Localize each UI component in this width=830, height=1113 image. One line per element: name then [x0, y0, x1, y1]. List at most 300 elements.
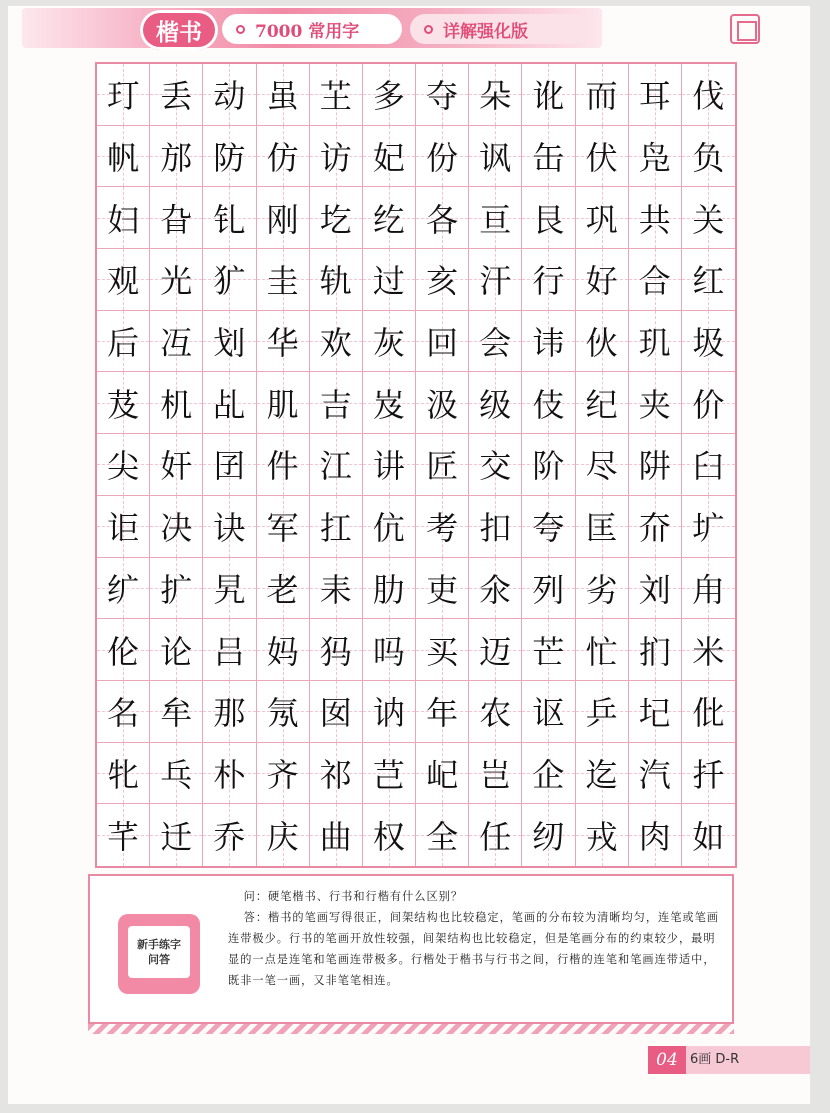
- qa-tag: [118, 914, 200, 994]
- grid-cell: [576, 804, 629, 866]
- grid-cell: [682, 558, 735, 620]
- grid-character: 过: [372, 262, 405, 301]
- grid-character: 劣: [585, 570, 618, 609]
- grid-cell: [416, 311, 469, 373]
- grid-character: 轨: [319, 262, 352, 301]
- grid-cell: [257, 187, 310, 249]
- grid-character: 扛: [319, 509, 352, 548]
- grid-character: 欢: [319, 324, 352, 363]
- grid-character: 伉: [372, 509, 405, 548]
- grid-cell: [416, 187, 469, 249]
- grid-character: 臼: [692, 447, 725, 486]
- grid-cell: [97, 743, 150, 805]
- grid-cell: [682, 804, 735, 866]
- grid-character: 曲: [319, 818, 352, 857]
- grid-character: 奸: [160, 447, 193, 486]
- grid-character: 亘: [479, 200, 512, 239]
- grid-character: 吉: [319, 385, 352, 424]
- grid-character: 芨: [107, 385, 140, 424]
- grid-character: 帆: [107, 139, 140, 178]
- grid-cell: [416, 434, 469, 496]
- grid-character: 老: [266, 570, 299, 609]
- grid-cell: [257, 64, 310, 126]
- qa-box-wave-border: [88, 1024, 734, 1034]
- grid-character: 牟: [160, 694, 193, 733]
- grid-cell: [469, 126, 522, 188]
- grid-character: 交: [479, 447, 512, 486]
- grid-character: 吏: [426, 570, 459, 609]
- grid-character: 讽: [479, 139, 512, 178]
- grid-character: 讷: [372, 694, 405, 733]
- grid-character: 会: [479, 324, 512, 363]
- grid-cell: [150, 619, 203, 681]
- grid-character: 凫: [638, 139, 671, 178]
- grid-cell: [310, 434, 363, 496]
- grid-character: 级: [479, 385, 512, 424]
- grid-character: 诀: [213, 509, 246, 548]
- grid-cell: [576, 372, 629, 434]
- grid-character: 合: [638, 262, 671, 301]
- grid-cell: [203, 619, 256, 681]
- grid-character: 伙: [585, 324, 618, 363]
- grid-character: 牝: [107, 755, 140, 794]
- grid-character: 夺: [426, 77, 459, 116]
- grid-cell: [469, 496, 522, 558]
- grid-cell: [522, 249, 575, 311]
- grid-character: 圭: [266, 262, 299, 301]
- grid-cell: [203, 804, 256, 866]
- grid-character: 论: [160, 632, 193, 671]
- qa-text: [228, 886, 726, 991]
- grid-cell: [522, 558, 575, 620]
- grid-cell: [203, 249, 256, 311]
- grid-cell: [629, 249, 682, 311]
- grid-character: 价: [692, 385, 725, 424]
- grid-character: 氽: [479, 570, 512, 609]
- grid-character: 戎: [585, 818, 618, 857]
- grid-character: 圹: [692, 509, 725, 548]
- grid-cell: [629, 434, 682, 496]
- grid-cell: [629, 64, 682, 126]
- publisher-logo-icon: [730, 14, 760, 44]
- grid-cell: [310, 558, 363, 620]
- grid-character: 尽: [585, 447, 618, 486]
- grid-cell: [203, 681, 256, 743]
- grid-cell: [576, 681, 629, 743]
- grid-cell: [203, 311, 256, 373]
- grid-cell: [576, 187, 629, 249]
- grid-character: 机: [160, 385, 193, 424]
- grid-cell: [682, 743, 735, 805]
- grid-character: 划: [213, 324, 246, 363]
- grid-cell: [203, 126, 256, 188]
- grid-cell: [416, 743, 469, 805]
- grid-character: 任: [479, 818, 512, 857]
- grid-cell: [257, 434, 310, 496]
- grid-character: 巩: [585, 200, 618, 239]
- grid-cell: [97, 619, 150, 681]
- grid-character: 华: [266, 324, 299, 363]
- grid-cell: [682, 434, 735, 496]
- grid-cell: [97, 249, 150, 311]
- subtitle-pill: [222, 14, 402, 44]
- grid-character: 列: [532, 570, 565, 609]
- grid-cell: [310, 126, 363, 188]
- grid-cell: [629, 187, 682, 249]
- grid-cell: [97, 126, 150, 188]
- grid-cell: [150, 804, 203, 866]
- grid-cell: [97, 187, 150, 249]
- grid-cell: [469, 64, 522, 126]
- grid-character: 耒: [319, 570, 352, 609]
- grid-character: 年: [426, 694, 459, 733]
- grid-cell: [522, 126, 575, 188]
- grid-cell: [363, 187, 416, 249]
- qa-tag-label: [128, 926, 190, 978]
- grid-character: 江: [319, 447, 352, 486]
- grid-cell: [257, 558, 310, 620]
- grid-cell: [150, 64, 203, 126]
- grid-cell: [682, 187, 735, 249]
- grid-character: 缶: [532, 139, 565, 178]
- grid-cell: [257, 311, 310, 373]
- grid-cell: [576, 743, 629, 805]
- grid-cell: [150, 126, 203, 188]
- grid-character: 行: [532, 262, 565, 301]
- grid-character: 玎: [107, 77, 140, 116]
- grid-cell: [522, 187, 575, 249]
- grid-cell: [629, 681, 682, 743]
- grid-character: 肋: [372, 570, 405, 609]
- grid-character: 伎: [532, 385, 565, 424]
- grid-cell: [150, 434, 203, 496]
- grid-character: 夸: [532, 509, 565, 548]
- grid-cell: [522, 619, 575, 681]
- grid-character: 囝: [213, 447, 246, 486]
- grid-cell: [150, 187, 203, 249]
- grid-character: 共: [638, 200, 671, 239]
- grid-character: 关: [692, 200, 725, 239]
- grid-character: 农: [479, 694, 512, 733]
- grid-cell: [97, 496, 150, 558]
- grid-character: 旯: [213, 570, 246, 609]
- grid-cell: [629, 496, 682, 558]
- grid-character: 决: [160, 509, 193, 548]
- grid-cell: [310, 681, 363, 743]
- grid-character: 件: [266, 447, 299, 486]
- grid-cell: [310, 64, 363, 126]
- grid-cell: [682, 372, 735, 434]
- grid-character: 米: [692, 632, 725, 671]
- grid-character: 回: [426, 324, 459, 363]
- grid-character: 讳: [532, 324, 565, 363]
- grid-cell: [682, 496, 735, 558]
- grid-cell: [576, 64, 629, 126]
- grid-cell: [97, 372, 150, 434]
- grid-cell: [469, 743, 522, 805]
- grid-character: 夹: [638, 385, 671, 424]
- grid-character: 那: [213, 694, 246, 733]
- grid-character: 仿: [266, 139, 299, 178]
- grid-character: 朴: [213, 755, 246, 794]
- grid-cell: [150, 558, 203, 620]
- grid-character: 囡: [319, 694, 352, 733]
- grid-cell: [576, 558, 629, 620]
- grid-character: 汗: [479, 262, 512, 301]
- grid-cell: [257, 619, 310, 681]
- page-info: 6画 D-R: [690, 1052, 740, 1067]
- grid-character: 红: [692, 262, 725, 301]
- grid-cell: [629, 126, 682, 188]
- qa-answer: 答：楷书的笔画写得很正，间架结构也比较稳定，笔画的分布较为清晰均匀，连笔或笔画连带极少。行书的笔画开放性较强，间架结构也比较稳定，但是笔画分布的约束较少，最明显的一点是连笔和笔画连带极多。行楷处于楷书与行书之间，行楷的连笔和笔画连带适中，既非一笔一画，又非笔笔相连。: [228, 911, 719, 987]
- grid-cell: [416, 804, 469, 866]
- grid-character: 扩: [160, 570, 193, 609]
- grid-cell: [682, 64, 735, 126]
- grid-character: 丢: [160, 77, 193, 116]
- grid-cell: [416, 496, 469, 558]
- grid-character: 肌: [266, 385, 299, 424]
- grid-character: 祁: [319, 755, 352, 794]
- grid-character: 朵: [479, 77, 512, 116]
- grid-cell: [203, 372, 256, 434]
- grid-character: 肉: [638, 818, 671, 857]
- grid-cell: [469, 434, 522, 496]
- grid-cell: [97, 311, 150, 373]
- grid-cell: [576, 434, 629, 496]
- grid-character: 芑: [372, 755, 405, 794]
- grid-cell: [363, 64, 416, 126]
- grid-cell: [416, 64, 469, 126]
- grid-character: 访: [319, 139, 352, 178]
- grid-character: 讲: [372, 447, 405, 486]
- grid-character: 亥: [426, 262, 459, 301]
- grid-character: 忙: [585, 632, 618, 671]
- grid-cell: [150, 249, 203, 311]
- grid-character: 齐: [266, 755, 299, 794]
- grid-cell: [469, 804, 522, 866]
- grid-cell: [522, 64, 575, 126]
- grid-cell: [629, 558, 682, 620]
- grid-character: 扪: [638, 632, 671, 671]
- grid-character: 仳: [692, 694, 725, 733]
- grid-cell: [363, 496, 416, 558]
- grid-cell: [522, 311, 575, 373]
- grid-character: 后: [107, 324, 140, 363]
- grid-character: 灰: [372, 324, 405, 363]
- dot-icon: [236, 25, 245, 34]
- subtitle-text: 7000 常用字: [255, 21, 360, 42]
- grid-character: 耳: [638, 77, 671, 116]
- grid-cell: [522, 434, 575, 496]
- grid-character: 扣: [479, 509, 512, 548]
- grid-character: 钆: [213, 200, 246, 239]
- grid-character: 圪: [319, 200, 352, 239]
- grid-cell: [257, 126, 310, 188]
- grid-character: 夼: [638, 509, 671, 548]
- grid-cell: [416, 558, 469, 620]
- grid-character: 迈: [479, 632, 512, 671]
- grid-character: 犷: [213, 262, 246, 301]
- grid-character: 刚: [266, 200, 299, 239]
- grid-cell: [682, 311, 735, 373]
- grid-cell: [150, 681, 203, 743]
- grid-cell: [363, 558, 416, 620]
- grid-cell: [629, 311, 682, 373]
- grid-cell: [416, 619, 469, 681]
- grid-cell: [97, 434, 150, 496]
- grid-character: 犸: [319, 632, 352, 671]
- grid-cell: [310, 372, 363, 434]
- grid-character: 庆: [266, 818, 299, 857]
- grid-character: 纩: [107, 570, 140, 609]
- grid-character: 岌: [372, 385, 405, 424]
- grid-character: 扦: [692, 755, 725, 794]
- grid-cell: [203, 558, 256, 620]
- grid-character: 权: [372, 818, 405, 857]
- grid-cell: [150, 311, 203, 373]
- grid-character: 匠: [426, 447, 459, 486]
- grid-character: 艮: [532, 200, 565, 239]
- grid-cell: [416, 681, 469, 743]
- grid-character: 伦: [107, 632, 140, 671]
- grid-cell: [469, 187, 522, 249]
- qa-question: 问：硬笔楷书、行书和行楷有什么区别？: [243, 890, 464, 903]
- edition-text: 详解强化版: [443, 21, 528, 42]
- grid-cell: [310, 311, 363, 373]
- qa-tag-line2: 问答: [148, 953, 170, 966]
- grid-cell: [576, 619, 629, 681]
- grid-character: 光: [160, 262, 193, 301]
- grid-cell: [469, 372, 522, 434]
- grid-character: 名: [107, 694, 140, 733]
- grid-character: 动: [213, 77, 246, 116]
- grid-character: 玑: [638, 324, 671, 363]
- grid-cell: [363, 681, 416, 743]
- grid-character: 乔: [213, 818, 246, 857]
- grid-cell: [203, 187, 256, 249]
- grid-cell: [257, 681, 310, 743]
- grid-character: 妃: [372, 139, 405, 178]
- grid-cell: [682, 681, 735, 743]
- grid-cell: [203, 434, 256, 496]
- grid-cell: [469, 249, 522, 311]
- grid-character: 芏: [319, 77, 352, 116]
- grid-character: 而: [585, 77, 618, 116]
- grid-cell: [97, 681, 150, 743]
- grid-character: 乓: [160, 755, 193, 794]
- grid-character: 圮: [638, 694, 671, 733]
- grid-character: 甪: [692, 570, 725, 609]
- grid-cell: [363, 311, 416, 373]
- grid-character: 负: [692, 139, 725, 178]
- character-grid: [95, 62, 737, 868]
- grid-character: 迁: [160, 818, 193, 857]
- grid-cell: [629, 743, 682, 805]
- grid-cell: [682, 249, 735, 311]
- grid-cell: [310, 619, 363, 681]
- grid-character: 防: [213, 139, 246, 178]
- qa-tag-line1: 新手练字: [137, 938, 181, 951]
- grid-character: 讹: [532, 77, 565, 116]
- grid-character: 岂: [479, 755, 512, 794]
- grid-character: 屺: [426, 755, 459, 794]
- grid-character: 份: [426, 139, 459, 178]
- grid-cell: [629, 372, 682, 434]
- grid-cell: [576, 311, 629, 373]
- grid-character: 乒: [585, 694, 618, 733]
- grid-cell: [97, 804, 150, 866]
- grid-character: 伏: [585, 139, 618, 178]
- grid-character: 圾: [692, 324, 725, 363]
- grid-cell: [469, 681, 522, 743]
- grid-character: 妈: [266, 632, 299, 671]
- grid-cell: [522, 743, 575, 805]
- grid-cell: [150, 743, 203, 805]
- grid-cell: [363, 743, 416, 805]
- grid-cell: [203, 743, 256, 805]
- grid-cell: [150, 496, 203, 558]
- grid-cell: [629, 804, 682, 866]
- grid-character: 尖: [107, 447, 140, 486]
- grid-character: 迄: [585, 755, 618, 794]
- grid-cell: [363, 249, 416, 311]
- grid-cell: [363, 804, 416, 866]
- grid-character: 阶: [532, 447, 565, 486]
- grid-cell: [469, 311, 522, 373]
- grid-cell: [150, 372, 203, 434]
- grid-character: 如: [692, 818, 725, 857]
- grid-character: 虽: [266, 77, 299, 116]
- grid-cell: [310, 743, 363, 805]
- grid-cell: [310, 187, 363, 249]
- grid-character: 邡: [160, 139, 193, 178]
- grid-character: 刘: [638, 570, 671, 609]
- grid-cell: [682, 619, 735, 681]
- grid-character: 各: [426, 200, 459, 239]
- grid-character: 乩: [213, 385, 246, 424]
- grid-character: 吕: [213, 632, 246, 671]
- grid-cell: [257, 249, 310, 311]
- grid-cell: [522, 496, 575, 558]
- grid-cell: [416, 249, 469, 311]
- grid-cell: [257, 496, 310, 558]
- grid-character: 考: [426, 509, 459, 548]
- grid-cell: [203, 496, 256, 558]
- grid-character: 全: [426, 818, 459, 857]
- grid-character: 旮: [160, 200, 193, 239]
- grid-cell: [629, 619, 682, 681]
- grid-character: 阱: [638, 447, 671, 486]
- grid-character: 买: [426, 632, 459, 671]
- grid-character: 多: [372, 77, 405, 116]
- grid-cell: [682, 126, 735, 188]
- grid-character: 氖: [266, 694, 299, 733]
- grid-character: 汽: [638, 755, 671, 794]
- edition-pill: [410, 14, 590, 44]
- grid-character: 汲: [426, 385, 459, 424]
- grid-cell: [522, 372, 575, 434]
- grid-character: 妇: [107, 200, 140, 239]
- grid-cell: [363, 434, 416, 496]
- grid-cell: [257, 372, 310, 434]
- grid-cell: [576, 126, 629, 188]
- grid-character: 纥: [372, 200, 405, 239]
- dot-icon: [424, 25, 433, 34]
- grid-character: 企: [532, 755, 565, 794]
- grid-cell: [363, 372, 416, 434]
- grid-character: 军: [266, 509, 299, 548]
- grid-cell: [469, 558, 522, 620]
